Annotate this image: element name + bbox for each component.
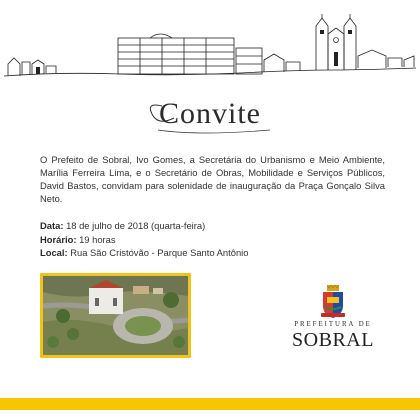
city-crest-icon [319, 285, 347, 319]
title-block [0, 96, 420, 140]
date-value: 18 de julho de 2018 (quarta-feira) [66, 220, 206, 231]
prefeitura-logo [291, 285, 375, 355]
time-value: 19 horas [79, 233, 116, 245]
event-details [40, 219, 380, 260]
date-row [40, 219, 380, 233]
bottom-accent-bar [0, 398, 420, 410]
logo-line-sobral: SOBRAL [292, 329, 374, 351]
aerial-plaza-photo [40, 273, 191, 358]
time-row [40, 233, 380, 247]
place-value: Rua São Cristóvão - Parque Santo Antônio [70, 247, 249, 258]
logo-line-prefeitura: PREFEITURA DE [294, 321, 372, 328]
city-skyline-illustration [0, 0, 420, 86]
place-row [40, 246, 380, 260]
page-title: Convite [159, 97, 261, 130]
invitation-paragraph: O Prefeito de Sobral, Ivo Gomes, a Secretária do Urbanismo e Meio Ambiente, Marília Ferreira Lima, e o Secretário de Obras, Mobilidade e Serviços Públicos, David Bastos, convidam para solenidade de inauguração da Praça Gonçalo Silva Neto. [40, 154, 385, 204]
place-label: Local: [40, 247, 68, 258]
date-label: Data: [40, 220, 64, 231]
time-label: Horário: [40, 233, 77, 245]
